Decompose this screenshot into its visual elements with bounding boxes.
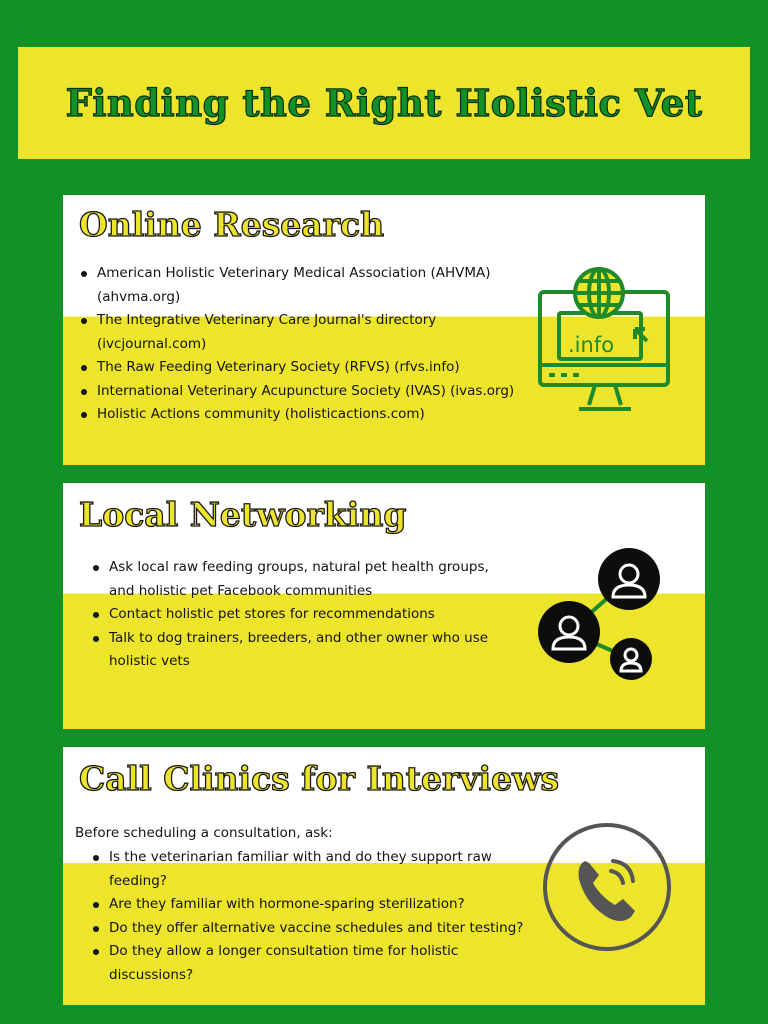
section-heading: Local Networking — [79, 495, 407, 534]
local-networking-card — [63, 483, 705, 729]
list-item: Ask local raw feeding groups, natural pet health groups, and holistic pet Facebook communities — [93, 556, 511, 603]
call-clinics-card — [63, 747, 705, 1005]
list-item: The Raw Feeding Veterinary Society (RFVS) (rfvs.info) — [81, 356, 543, 380]
info-label: .info — [568, 333, 615, 357]
title-banner — [18, 47, 750, 159]
list-item: Talk to dog trainers, breeders, and other owner who use holistic vets — [93, 627, 511, 674]
people-network-icon — [537, 542, 667, 682]
interview-questions-list — [93, 846, 543, 987]
phone-call-icon — [541, 821, 673, 953]
resource-list — [81, 262, 543, 427]
online-research-card — [63, 195, 705, 465]
list-item: Are they familiar with hormone-sparing sterilization? — [93, 893, 543, 917]
list-item: Do they allow a longer consultation time for holistic discussions? — [93, 940, 543, 987]
list-item: International Veterinary Acupuncture Society (IVAS) (ivas.org) — [81, 380, 543, 404]
list-item: The Integrative Veterinary Care Journal's directory (ivcjournal.com) — [81, 309, 543, 356]
list-item: American Holistic Veterinary Medical Association (AHVMA) (ahvma.org) — [81, 262, 543, 309]
networking-list — [93, 556, 511, 674]
intro-text: Before scheduling a consultation, ask: — [75, 825, 333, 841]
section-heading: Call Clinics for Interviews — [79, 759, 560, 798]
list-item: Contact holistic pet stores for recommendations — [93, 603, 511, 627]
list-item: Is the veterinarian familiar with and do they support raw feeding? — [93, 846, 543, 893]
list-item: Do they offer alternative vaccine schedules and titer testing? — [93, 917, 543, 941]
section-heading: Online Research — [79, 205, 385, 244]
web-info-monitor-icon — [537, 265, 673, 415]
page-title: Finding the Right Holistic Vet — [65, 81, 703, 125]
list-item: Holistic Actions community (holisticactions.com) — [81, 403, 543, 427]
